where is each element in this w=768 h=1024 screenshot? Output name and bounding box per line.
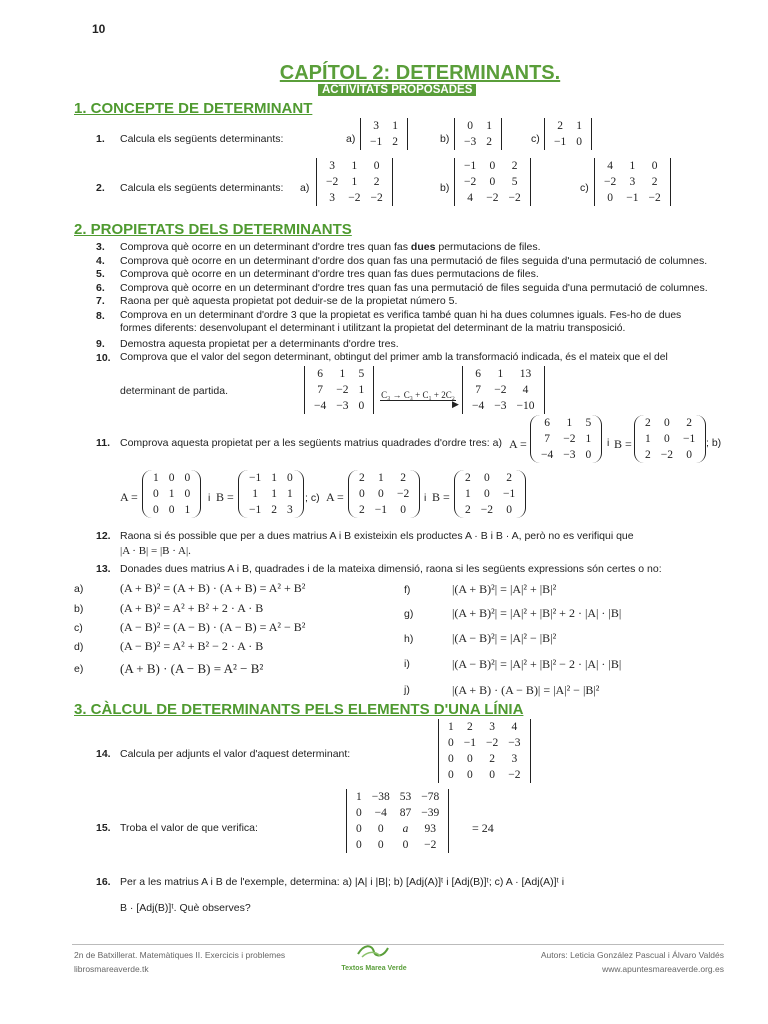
ex13-number: 13.: [96, 563, 111, 575]
matrix-cell: 2: [645, 417, 651, 429]
expression-item: i) |(A − B)²| = |A|² + |B|² − 2 · |A| · |B|: [404, 656, 622, 671]
ex15-text: Troba el valor de que verifica:: [120, 822, 258, 834]
matrix-cell: 2: [506, 472, 512, 484]
ex11-i-label: i: [208, 492, 211, 504]
matrix-cell: −1: [249, 472, 262, 484]
ex11-a-matrix-B: [634, 415, 706, 463]
matrix-row: [321, 158, 388, 174]
matrix-cell: 3: [489, 721, 495, 733]
matrix-cell: 0: [489, 769, 495, 781]
ex2-c-label: c): [580, 182, 589, 194]
section-3-heading: 3. CÀLCUL DE DETERMINANTS PELS ELEMENTS D'UNA LÍNIA: [74, 701, 524, 718]
matrix-cell: a: [402, 823, 409, 835]
matrix-cell: −1: [463, 737, 476, 749]
footer-right-2: www.apuntesmareaverde.org.es: [602, 964, 724, 974]
matrix-row: [549, 134, 587, 150]
logo: [336, 942, 412, 972]
matrix-row: [549, 118, 587, 134]
matrix-cell: 0: [184, 488, 191, 500]
matrix-cell: 0: [356, 823, 362, 835]
matrix-cell: 1: [351, 176, 358, 188]
matrix-row: [309, 398, 369, 414]
matrix-cell: 3: [373, 120, 379, 132]
matrix-cell: 2: [557, 120, 563, 132]
matrix-table: [549, 118, 587, 150]
matrix-cell: 0: [287, 472, 293, 484]
matrix-cell: 3: [511, 753, 518, 765]
matrix-cell: −1: [554, 136, 567, 148]
ex14-matrix: [438, 719, 531, 783]
matrix-row: [354, 470, 414, 486]
matrix-cell: 6: [475, 368, 481, 380]
matrix-cell: 0: [448, 753, 454, 765]
ex11-c-matrix-A: [348, 470, 420, 518]
matrix-table: [309, 366, 369, 414]
matrix-cell: 4: [467, 192, 473, 204]
matrix-cell: 0: [467, 120, 473, 132]
matrix-cell: 1: [486, 120, 492, 132]
matrix-cell: 0: [378, 488, 384, 500]
matrix-cell: 2: [645, 449, 651, 461]
matrix-cell: 5: [358, 368, 365, 380]
ex11-i-label: i: [607, 437, 610, 449]
matrix-table: [460, 470, 520, 518]
matrix-cell: 2: [467, 721, 473, 733]
matrix-row: [244, 486, 298, 502]
matrix-cell: −2: [660, 449, 673, 461]
ex10-number: 10.: [96, 352, 111, 364]
matrix-cell: 0: [358, 400, 365, 412]
matrix-cell: 3: [629, 176, 636, 188]
matrix-cell: 1: [392, 120, 398, 132]
matrix-cell: −1: [249, 504, 262, 516]
matrix-cell: −2: [480, 504, 493, 516]
matrix-cell: 2: [465, 472, 471, 484]
ex11-a-B-label: B =: [614, 437, 632, 451]
matrix-cell: 0: [402, 839, 409, 851]
chapter-title: CAPÍTOL 2: DETERMINANTS.: [279, 62, 561, 84]
matrix-cell: −38: [371, 791, 390, 803]
matrix-row: [351, 789, 444, 805]
ex16-line2: B · [Adj(B)]ᵗ. Què observes?: [120, 902, 251, 914]
matrix-cell: 0: [484, 488, 490, 500]
exercise-list: [96, 241, 726, 309]
matrix-cell: −2: [604, 176, 617, 188]
matrix-table: [148, 470, 195, 518]
matrix-cell: 0: [377, 823, 384, 835]
ex1-matrix-b: [454, 118, 502, 150]
ex13-left-list: [74, 578, 404, 682]
matrix-table: [599, 158, 666, 206]
expression-item: c) (A − B)² = (A − B) · (A − B) = A² − B²: [74, 620, 306, 634]
matrix-cell: 1: [271, 472, 277, 484]
matrix-row: [599, 158, 666, 174]
matrix-cell: −2: [424, 839, 437, 851]
matrix-row: [443, 751, 526, 767]
ex11-b-matrix-A: [142, 470, 201, 518]
ex11-b-A-label: A =: [120, 490, 138, 504]
matrix-cell: −1: [503, 488, 516, 500]
matrix-row: [309, 366, 369, 382]
matrix-row: [599, 174, 666, 190]
matrix-cell: 0: [489, 176, 496, 188]
matrix-cell: 1: [351, 160, 358, 172]
matrix-cell: 2: [271, 504, 277, 516]
matrix-cell: 2: [373, 176, 380, 188]
matrix-cell: 1: [645, 433, 651, 445]
matrix-cell: −2: [486, 737, 499, 749]
expression-item: d) (A − B)² = A² + B² − 2 · A · B: [74, 639, 264, 653]
ex2-matrix-c: [594, 158, 671, 206]
ex11-text: Comprova aquesta propietat per a les següents matrius quadrades d'ordre tres: a): [120, 437, 502, 449]
expression-item: e) (A + B) · (A − B) = A² − B²: [74, 661, 264, 676]
matrix-row: [640, 431, 700, 447]
matrix-cell: 6: [544, 417, 550, 429]
ex10-matrix-1: [304, 366, 374, 414]
matrix-cell: 2: [489, 753, 495, 765]
ex14-text: Calcula per adjunts el valor d'aquest determinant:: [120, 748, 351, 760]
matrix-cell: 0: [168, 472, 175, 484]
matrix-cell: 0: [651, 160, 658, 172]
matrix-row: [148, 470, 195, 486]
ex10-column-operation: C₃ → C₃ + C₁ + 2C₂: [381, 390, 455, 400]
matrix-row: [460, 470, 520, 486]
matrix-cell: 0: [359, 488, 365, 500]
expression-item: a) (A + B)² = (A + B) · (A + B) = A² + B²: [74, 581, 306, 595]
matrix-table: [467, 366, 540, 414]
matrix-row: [459, 190, 526, 206]
matrix-cell: −2: [494, 384, 507, 396]
ex13-text: Donades dues matrius A i B, quadrades i de la mateixa dimensió, raona si les següents expressions són certes o no:: [120, 563, 662, 575]
footer-left-1: 2n de Batxillerat. Matemàtiques II. Exercicis i problemes: [74, 950, 286, 960]
ex11-c-label: ; c): [305, 492, 320, 504]
matrix-cell: 2: [465, 504, 471, 516]
ex11-c-B-label: B =: [432, 490, 450, 504]
matrix-row: [459, 118, 497, 134]
matrix-cell: 2: [400, 472, 406, 484]
exercise-item: 7. Raona per què aquesta propietat pot deduir-se de la propietat número 5.: [96, 295, 458, 307]
matrix-cell: −4: [541, 449, 554, 461]
matrix-row: [460, 502, 520, 518]
matrix-row: [244, 502, 298, 518]
matrix-cell: 2: [486, 136, 492, 148]
matrix-cell: 7: [317, 384, 323, 396]
ex13-right-list: [404, 578, 724, 703]
matrix-cell: 0: [576, 136, 582, 148]
matrix-cell: 0: [448, 737, 454, 749]
matrix-cell: 0: [448, 769, 454, 781]
ex2-text: Calcula els següents determinants:: [120, 182, 284, 194]
matrix-cell: 2: [651, 176, 658, 188]
matrix-cell: 2: [686, 417, 692, 429]
ex9-text: Demostra aquesta propietat per a determinants d'ordre tres.: [120, 338, 399, 350]
matrix-cell: −2: [563, 433, 576, 445]
matrix-cell: 4: [522, 384, 529, 396]
ex12-line2: |A · B| = |B · A|.: [120, 545, 191, 557]
matrix-row: [148, 502, 195, 518]
matrix-cell: 1: [576, 120, 582, 132]
ex12-line1: Raona si és possible que per a dues matrius A i B existeixin els productes A · B i B · A, però no es verifiqui que: [120, 530, 634, 542]
matrix-cell: 0: [153, 504, 159, 516]
matrix-row: [351, 821, 444, 837]
ex11-number: 11.: [96, 437, 111, 449]
matrix-cell: −3: [336, 400, 349, 412]
matrix-row: [467, 382, 540, 398]
matrix-cell: 0: [168, 504, 175, 516]
ex2-b-label: b): [440, 182, 450, 194]
matrix-row: [467, 398, 540, 414]
matrix-cell: −1: [464, 160, 477, 172]
matrix-cell: −2: [326, 176, 339, 188]
exercise-item: 3. Comprova què ocorre en un determinant d'ordre tres quan fas dues permutacions de files.: [96, 241, 541, 253]
matrix-cell: 1: [566, 417, 573, 429]
ex2-a-label: a): [300, 182, 310, 194]
ex16-number: 16.: [96, 876, 111, 888]
ex2-matrix-b: [454, 158, 531, 206]
expression-item: h) |(A − B)²| = |A|² − |B|²: [404, 631, 557, 645]
matrix-row: [640, 447, 700, 463]
matrix-cell: 0: [607, 192, 613, 204]
matrix-cell: 93: [424, 823, 436, 835]
matrix-table: [640, 415, 700, 463]
matrix-row: [443, 735, 526, 751]
matrix-cell: −4: [314, 400, 327, 412]
matrix-cell: −1: [374, 504, 387, 516]
expression-item: f) |(A + B)²| = |A|² + |B|²: [404, 582, 557, 596]
ex11-c-A-label: A =: [326, 490, 344, 504]
ex2-matrix-a: [316, 158, 393, 206]
matrix-cell: 0: [489, 160, 496, 172]
matrix-row: [365, 118, 403, 134]
ex10-line2: determinant de partida.: [120, 385, 228, 397]
matrix-cell: 53: [399, 791, 412, 803]
wave-icon: [354, 942, 394, 960]
matrix-table: [459, 158, 526, 206]
matrix-cell: 1: [168, 488, 175, 500]
matrix-cell: −10: [516, 400, 535, 412]
matrix-cell: 5: [585, 417, 592, 429]
matrix-cell: −1: [683, 433, 696, 445]
matrix-row: [467, 366, 540, 382]
matrix-cell: 0: [585, 449, 592, 461]
matrix-row: [640, 415, 700, 431]
footer-left-2: librosmareaverde.tk: [74, 964, 149, 974]
matrix-row: [459, 158, 526, 174]
matrix-row: [244, 470, 298, 486]
ex2-number: 2.: [96, 182, 105, 194]
matrix-cell: 7: [544, 433, 550, 445]
ex11-c-matrix-B: [454, 470, 526, 518]
ex15-matrix: [346, 789, 449, 853]
matrix-row: [148, 486, 195, 502]
ex8-line2: formes diferents: desenvolupant el determinant i utilitzant la propietat del determinant de la matriu transposició.: [120, 323, 626, 334]
matrix-cell: 6: [317, 368, 323, 380]
matrix-cell: 1: [358, 384, 365, 396]
matrix-row: [536, 415, 596, 431]
chapter-subtitle: ACTIVITATS PROPOSADES: [318, 84, 476, 96]
matrix-row: [309, 382, 369, 398]
ex14-number: 14.: [96, 748, 111, 760]
matrix-table: [351, 789, 444, 853]
matrix-row: [459, 174, 526, 190]
matrix-cell: 3: [329, 160, 335, 172]
matrix-cell: 2: [359, 472, 365, 484]
matrix-cell: −2: [336, 384, 349, 396]
matrix-cell: 1: [497, 368, 504, 380]
expression-item: j) |(A + B) · (A − B)| = |A|² − |B|²: [404, 682, 600, 697]
ex11-b-B-label: B =: [216, 490, 234, 504]
matrix-cell: 0: [467, 769, 473, 781]
matrix-row: [321, 174, 388, 190]
matrix-table: [354, 470, 414, 518]
ex11-a-matrix-A: [530, 415, 602, 463]
ex1-text: Calcula els següents determinants:: [120, 133, 284, 145]
matrix-cell: 2: [511, 160, 518, 172]
ex16-line1: Per a les matrius A i B de l'exemple, determina: a) |A| i |B|; b) [Adj(A)]ᵗ i [Adj(B)]ᵗ; c) A · [Adj(A)]ᵗ i: [120, 876, 565, 888]
ex8-number: 8.: [96, 310, 105, 322]
matrix-cell: −3: [508, 737, 521, 749]
matrix-cell: −1: [626, 192, 639, 204]
matrix-table: [536, 415, 596, 463]
ex12-number: 12.: [96, 530, 111, 542]
matrix-cell: 1: [252, 488, 258, 500]
matrix-cell: 13: [519, 368, 532, 380]
matrix-cell: 1: [448, 721, 454, 733]
ex10-line1: Comprova que el valor del segon determinant, obtingut del primer amb la transformació indicada, és el mateix que el del: [120, 352, 668, 363]
matrix-table: [244, 470, 298, 518]
matrix-cell: −4: [472, 400, 485, 412]
exercise-item: 4. Comprova què ocorre en un determinant d'ordre dos quan fas una permutació de files seguida d'una permutació de columnes.: [96, 254, 708, 267]
matrix-cell: −2: [397, 488, 410, 500]
matrix-row: [536, 431, 596, 447]
matrix-row: [536, 447, 596, 463]
matrix-cell: −4: [374, 807, 387, 819]
expression-item: b) (A + B)² = A² + B² + 2 · A · B: [74, 601, 264, 615]
ex10-matrix-2: [462, 366, 545, 414]
arrow-right-icon: ▶: [452, 399, 459, 409]
matrix-cell: 0: [377, 839, 384, 851]
ex8-line1: Comprova en un determinant d'ordre 3 que la propietat es verifica també quan hi ha dues columnes iguals. Fes-ho de dues: [120, 310, 682, 321]
matrix-cell: 0: [400, 504, 406, 516]
matrix-cell: 2: [392, 136, 398, 148]
matrix-cell: 0: [484, 472, 490, 484]
ex1-c-label: c): [531, 133, 540, 145]
matrix-row: [351, 837, 444, 853]
matrix-row: [459, 134, 497, 150]
matrix-cell: 87: [399, 807, 412, 819]
ex9-number: 9.: [96, 338, 105, 350]
matrix-row: [365, 134, 403, 150]
matrix-cell: 3: [287, 504, 293, 516]
matrix-row: [443, 719, 526, 735]
ex1-b-label: b): [440, 133, 450, 145]
matrix-table: [365, 118, 403, 150]
matrix-cell: −2: [508, 192, 521, 204]
logo-text: Textos Marea Verde: [341, 965, 407, 972]
ex11-b-matrix-B: [238, 470, 304, 518]
matrix-cell: 0: [664, 433, 670, 445]
ex11-i-label: i: [424, 492, 427, 504]
matrix-row: [443, 767, 526, 783]
matrix-cell: −3: [494, 400, 507, 412]
matrix-table: [443, 719, 526, 783]
matrix-cell: 1: [271, 488, 277, 500]
matrix-cell: 1: [585, 433, 592, 445]
matrix-cell: −2: [508, 769, 521, 781]
matrix-cell: 0: [686, 449, 692, 461]
matrix-cell: 7: [475, 384, 481, 396]
exercise-item: 6. Comprova què ocorre en un determinant d'ordre tres quan fas una permutació de files seguida d'una permutació de columnes.: [96, 281, 708, 294]
section-1-heading: 1. CONCEPTE DE DETERMINANT: [74, 100, 313, 117]
matrix-cell: −1: [370, 136, 383, 148]
ex15-equals: = 24: [472, 821, 494, 835]
matrix-cell: 1: [465, 488, 471, 500]
matrix-table: [459, 118, 497, 150]
ex11-a-A-label: A =: [509, 437, 527, 451]
matrix-cell: 0: [664, 417, 670, 429]
ex1-number: 1.: [96, 133, 105, 145]
matrix-cell: −3: [563, 449, 576, 461]
matrix-cell: 0: [356, 807, 362, 819]
matrix-cell: 4: [607, 160, 613, 172]
expression-item: g) |(A + B)²| = |A|² + |B|² + 2 · |A| · |B|: [404, 606, 622, 620]
matrix-table: [321, 158, 388, 206]
matrix-row: [599, 190, 666, 206]
ex1-matrix-a: [360, 118, 408, 150]
matrix-cell: 0: [467, 753, 473, 765]
matrix-row: [460, 486, 520, 502]
matrix-cell: 0: [506, 504, 512, 516]
matrix-cell: 4: [511, 721, 518, 733]
matrix-cell: 1: [184, 504, 191, 516]
ex1-a-label: a): [346, 133, 356, 145]
matrix-row: [354, 486, 414, 502]
ex1-matrix-c: [544, 118, 592, 150]
matrix-cell: 1: [287, 488, 293, 500]
matrix-cell: 1: [339, 368, 346, 380]
matrix-cell: 0: [356, 839, 362, 851]
exercise-item: 5. Comprova què ocorre en un determinant d'ordre tres quan fas dues permutacions de files.: [96, 268, 539, 280]
ex15-number: 15.: [96, 822, 111, 834]
matrix-cell: 0: [373, 160, 380, 172]
matrix-cell: −3: [464, 136, 477, 148]
matrix-cell: 3: [329, 192, 335, 204]
matrix-cell: 5: [511, 176, 518, 188]
matrix-row: [321, 190, 388, 206]
matrix-cell: −2: [464, 176, 477, 188]
matrix-cell: −78: [421, 791, 440, 803]
ex11-b-label: ; b): [706, 437, 722, 449]
matrix-cell: 1: [378, 472, 384, 484]
matrix-row: [351, 805, 444, 821]
matrix-cell: 1: [629, 160, 636, 172]
matrix-cell: −2: [348, 192, 361, 204]
matrix-cell: −2: [370, 192, 383, 204]
matrix-cell: 0: [153, 488, 159, 500]
matrix-cell: −39: [421, 807, 440, 819]
matrix-cell: 1: [153, 472, 159, 484]
matrix-cell: −2: [486, 192, 499, 204]
section-2-heading: 2. PROPIETATS DELS DETERMINANTS: [74, 221, 352, 238]
matrix-row: [354, 502, 414, 518]
footer-right-1: Autors: Leticia González Pascual i Álvaro Valdés: [540, 950, 724, 960]
matrix-cell: −2: [648, 192, 661, 204]
matrix-cell: 2: [359, 504, 365, 516]
matrix-cell: 0: [184, 472, 191, 484]
matrix-cell: 1: [356, 791, 362, 803]
page-number: 10: [92, 22, 106, 36]
